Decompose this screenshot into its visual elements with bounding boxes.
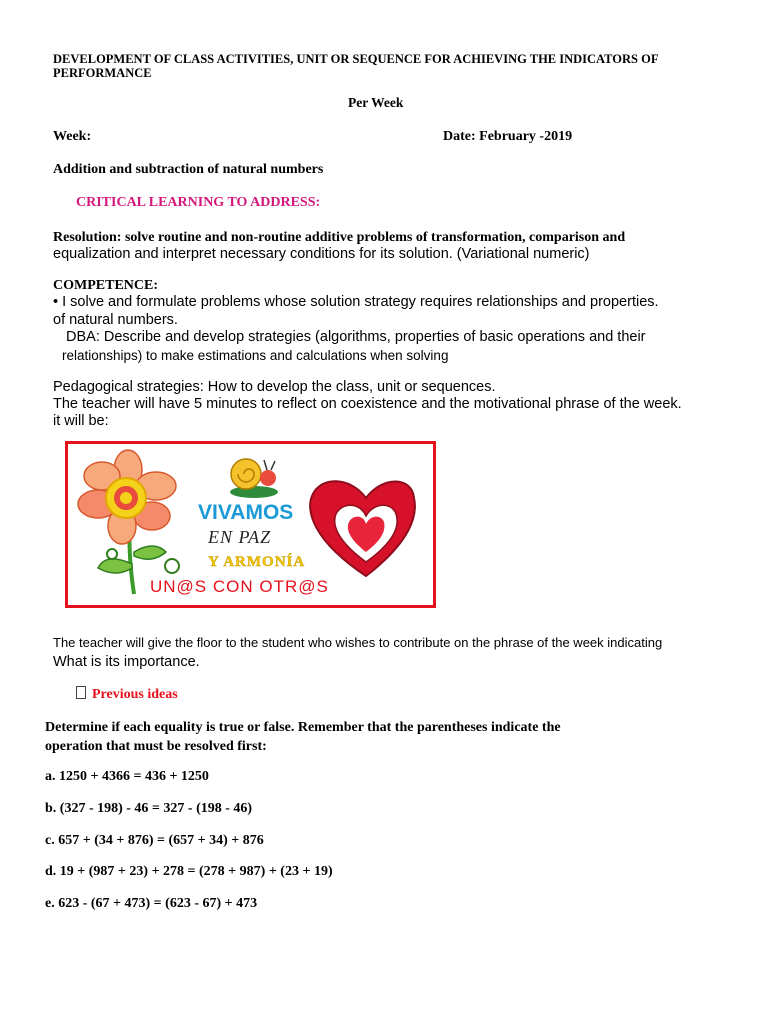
banner-artwork [68,444,433,605]
week-label: Week: [53,129,92,144]
flower-icon [78,450,176,544]
pedagogy-line-3: it will be: [53,413,109,429]
critical-learning-heading: CRITICAL LEARNING TO ADDRESS: [76,195,321,210]
equation-a: a. 1250 + 4366 = 436 + 1250 [45,769,209,784]
dba-line-1: DBA: Describe and develop strategies (algorithms, properties of basic operations and their [66,329,646,345]
floor-line-1: The teacher will give the floor to the student who wishes to contribute on the phrase of the week indicating [53,635,663,650]
competence-line-1: • I solve and formulate problems whose solution strategy requires relationships and properties. [53,294,659,310]
pedagogy-line-2: The teacher will have 5 minutes to reflect on coexistence and the motivational phrase of the week. [53,396,682,412]
equation-c: c. 657 + (34 + 876) = (657 + 34) + 876 [45,833,264,848]
motivational-banner [65,441,436,608]
equation-d: d. 19 + (987 + 23) + 278 = (278 + 987) + (23 + 19) [45,864,333,879]
banner-unos-con-otros: UN@S CON OTR@S [150,577,329,596]
resolution-line-1: Resolution: solve routine and non-routine additive problems of transformation, comparison and [53,230,626,245]
dba-line-2: relationships) to make estimations and calculations when solving [62,348,449,363]
per-week-label: Per Week [348,95,404,110]
topic-heading: Addition and subtraction of natural numbers [53,162,324,177]
previous-ideas-heading [76,686,178,703]
banner-armonia: Y ARMONÍA [208,554,306,570]
pedagogy-line-1: Pedagogical strategies: How to develop the class, unit or sequences. [53,379,496,395]
instructions-line-2: operation that must be resolved first: [45,739,267,754]
competence-heading: COMPETENCE: [53,278,158,293]
previous-ideas-label: Previous ideas [92,687,178,702]
floor-line-2: What is its importance. [53,654,200,670]
tendril-icon [107,549,117,559]
instructions-line-1: Determine if each equality is true or false. Remember that the parentheses indicate the [45,720,561,735]
checkbox-icon [76,686,86,699]
competence-line-2: of natural numbers. [53,312,178,328]
document-title: DEVELOPMENT OF CLASS ACTIVITIES, UNIT OR SEQUENCE FOR ACHIEVING THE INDICATORS OF PERFORMANCE [53,52,658,80]
leaf-icon [134,546,166,559]
leaf-icon [98,559,132,573]
resolution-line-2: equalization and interpret necessary conditions for its solution. (Variational numeric) [53,246,590,262]
snail-icon [230,459,278,498]
equation-b: b. (327 - 198) - 46 = 327 - (198 - 46) [45,801,253,816]
banner-en-paz: EN PAZ [208,527,272,547]
date-label: Date: February -2019 [443,129,573,144]
equation-e: e. 623 - (67 + 473) = (623 - 67) + 473 [45,896,258,911]
heart-icon [310,481,415,576]
banner-vivamos: VIVAMOS [198,501,294,524]
tendril-icon [165,559,179,573]
